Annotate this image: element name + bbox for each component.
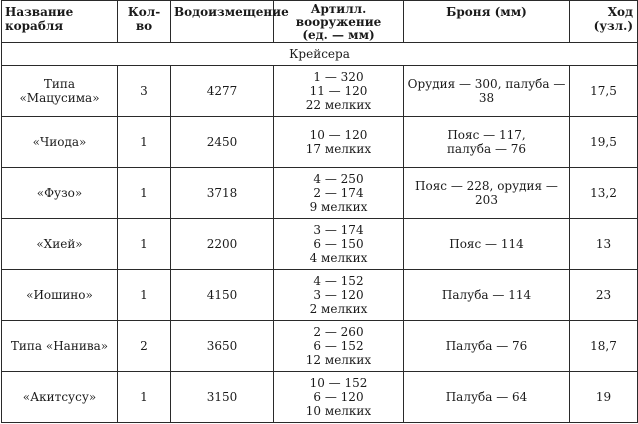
table-row (2, 219, 638, 270)
artillery-cell-line: 2 мелких (309, 302, 368, 316)
header-artillery-line2: (ед. — мм) (302, 28, 375, 42)
artillery-cell (274, 270, 404, 321)
displacement-cell: 3650 (171, 321, 274, 372)
artillery-cell-line: 1 — 320 (313, 70, 364, 84)
speed-cell: 23 (570, 270, 638, 321)
ship-name-cell-line: «Мацусима» (19, 91, 100, 105)
artillery-cell-line: 17 мелких (305, 142, 372, 156)
ship-name-cell (2, 168, 118, 219)
artillery-cell-line: 10 — 152 (309, 376, 368, 390)
armor-cell-line: палуба — 76 (446, 142, 527, 156)
speed-cell: 19 (570, 372, 638, 423)
header-speed: Ход (узл.) (570, 1, 638, 43)
armor-cell (404, 66, 570, 117)
ships-table (1, 0, 638, 423)
artillery-cell-line: 6 — 152 (313, 339, 364, 353)
ship-name-cell (2, 66, 118, 117)
artillery-cell-line: 2 — 174 (313, 186, 364, 200)
table-row (2, 117, 638, 168)
speed-cell: 17,5 (570, 66, 638, 117)
displacement-cell: 2200 (171, 219, 274, 270)
artillery-cell-line: 4 — 250 (313, 172, 364, 186)
count-cell: 1 (118, 372, 171, 423)
artillery-cell-line: 3 — 174 (313, 223, 364, 237)
artillery-cell-line: 6 — 120 (313, 390, 364, 404)
armor-cell (404, 321, 570, 372)
table-row (2, 66, 638, 117)
ship-name-cell-line: «Акитсусу» (22, 390, 97, 404)
armor-cell-line: Палуба — 64 (445, 390, 528, 404)
artillery-cell-line: 22 мелких (305, 98, 372, 112)
ship-name-cell-line: «Хией» (36, 237, 83, 251)
armor-cell-line: Палуба — 114 (441, 288, 532, 302)
armor-cell-line: Палуба — 76 (445, 339, 528, 353)
count-cell: 1 (118, 270, 171, 321)
artillery-cell-line: 10 мелких (305, 404, 372, 418)
ship-name-cell-line: «Фузо» (36, 186, 83, 200)
ship-name-cell-line: Типа «Нанива» (10, 339, 109, 353)
table-row (2, 270, 638, 321)
ship-name-cell-line: «Иошино» (26, 288, 93, 302)
artillery-cell (274, 168, 404, 219)
count-cell: 1 (118, 117, 171, 168)
artillery-cell-line: 3 — 120 (313, 288, 364, 302)
displacement-cell: 2450 (171, 117, 274, 168)
ship-name-cell (2, 117, 118, 168)
displacement-cell: 3718 (171, 168, 274, 219)
count-cell: 1 (118, 219, 171, 270)
ship-name-cell (2, 270, 118, 321)
ship-name-cell (2, 321, 118, 372)
header-ship-name: Название корабля (2, 1, 118, 43)
header-armor: Броня (мм) (404, 1, 570, 43)
armor-cell-line: Пояс — 114 (449, 237, 524, 251)
speed-cell: 18,7 (570, 321, 638, 372)
armor-cell (404, 168, 570, 219)
artillery-cell (274, 117, 404, 168)
count-cell: 2 (118, 321, 171, 372)
armor-cell (404, 270, 570, 321)
speed-cell: 19,5 (570, 117, 638, 168)
artillery-cell-line: 2 — 260 (313, 325, 364, 339)
artillery-cell-line: 4 — 152 (313, 274, 364, 288)
armor-cell-line: Орудия — 300, палуба — 38 (407, 77, 566, 105)
displacement-cell: 4150 (171, 270, 274, 321)
artillery-cell-line: 10 — 120 (309, 128, 368, 142)
table-row (2, 168, 638, 219)
artillery-cell-line: 12 мелких (305, 353, 372, 367)
header-artillery (274, 1, 404, 43)
armor-cell (404, 219, 570, 270)
artillery-cell (274, 66, 404, 117)
header-row (2, 1, 638, 43)
artillery-cell-line: 4 мелких (309, 251, 368, 265)
artillery-cell-line: 11 — 120 (309, 84, 368, 98)
count-cell: 1 (118, 168, 171, 219)
header-artillery-line1: Артилл. вооружение (295, 2, 382, 29)
artillery-cell (274, 219, 404, 270)
speed-cell: 13 (570, 219, 638, 270)
artillery-cell (274, 372, 404, 423)
armor-cell-line: Пояс — 228, орудия — 203 (415, 179, 558, 207)
header-displacement: Водоизмещение (171, 1, 274, 43)
table-row (2, 372, 638, 423)
armor-cell-line: Пояс — 117, (447, 128, 526, 142)
artillery-cell (274, 321, 404, 372)
ship-name-cell (2, 372, 118, 423)
header-count: Кол-во (118, 1, 171, 43)
artillery-cell-line: 9 мелких (309, 200, 368, 214)
displacement-cell: 3150 (171, 372, 274, 423)
ship-name-cell-line: «Чиода» (32, 135, 87, 149)
count-cell: 3 (118, 66, 171, 117)
ship-name-cell-line: Типа (43, 77, 76, 91)
ship-name-cell (2, 219, 118, 270)
displacement-cell: 4277 (171, 66, 274, 117)
armor-cell (404, 372, 570, 423)
table-row (2, 321, 638, 372)
section-title: Крейсера (2, 43, 638, 66)
armor-cell (404, 117, 570, 168)
speed-cell: 13,2 (570, 168, 638, 219)
section-row (2, 43, 638, 66)
artillery-cell-line: 6 — 150 (313, 237, 364, 251)
